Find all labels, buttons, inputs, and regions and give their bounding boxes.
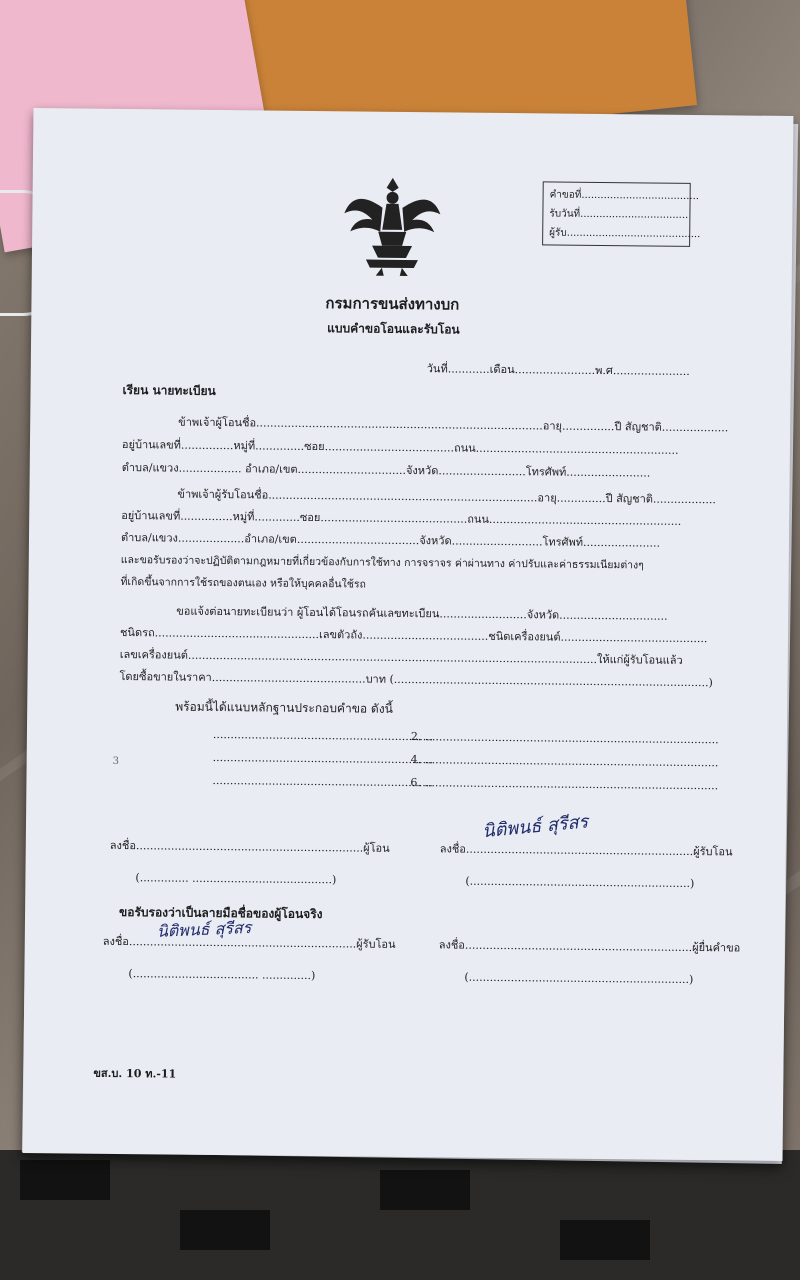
- attachment-right-1: 2. ....................................................................................: [410, 730, 719, 747]
- applicant-name-line: (...............................................................): [464, 970, 694, 987]
- transferee-line-1: ข้าพเจ้าผู้รับโอนชื่อ.............................................................................อายุ..............ปี สัญชาติ..................: [177, 487, 716, 507]
- salutation: เรียน นายทะเบียน: [122, 382, 216, 398]
- certifier-signature-line: ลงชื่อ.................................................................ผู้รับโอน: [102, 934, 396, 951]
- request-no-field: คำขอที่.....................................: [549, 189, 700, 203]
- date-line: วันที่............เดือน.......................พ.ศ......................: [426, 362, 690, 378]
- transfer-form-document: [23, 108, 794, 1161]
- form-title: แบบคำขอโอนและรับโอน: [327, 321, 460, 337]
- certify-text: ขอรับรองว่าเป็นลายมือชื่อของผู้โอนจริง: [119, 904, 323, 922]
- transferor-signature-line: ลงชื่อ.................................................................ผู้โอน: [109, 838, 390, 855]
- guarantee-line-1: และขอรับรองว่าจะปฏิบัติตามกฎหมายที่เกี่ยวข้องกับการใช้ทาง การจราจร ค่าผ่านทาง ค่าปรับและค่าธรรมเนียมต่างๆ: [120, 553, 644, 572]
- garuda-emblem-icon: [342, 173, 443, 278]
- transferor-line-3: ตำบล/แขวง.................. อำเภอ/เขต...............................จังหวัด.........................โทรศัพท์........................: [121, 460, 651, 480]
- transferee-name-line: (...............................................................): [465, 874, 695, 891]
- transferee-signature-line: ลงชื่อ.................................................................ผู้รับโอน: [439, 842, 733, 859]
- applicant-signature-line: ลงชื่อ.................................................................ผู้ยื่นคำขอ: [438, 938, 741, 955]
- attachment-left-3: ...............................................................: [212, 773, 433, 790]
- receiver-field: ผู้รับ..........................................: [549, 227, 701, 241]
- transferor-name-line: (.............. ........................................): [135, 871, 337, 887]
- handwritten-signature-transferee: นิติพนธ์ สุรีสร: [481, 811, 590, 843]
- guarantee-line-2: ที่เกิดขึ้นจากการใช้รถของตนเอง หรือให้บุคคลอื่นใช้รถ: [120, 575, 366, 591]
- transferor-line-2: อยู่บ้านเลขที่...............หมู่ที่..............ซอย.....................................ถนน..........................................................: [121, 437, 679, 457]
- form-code: ขส.บ. 10 ท.-11: [93, 1066, 177, 1081]
- received-date-field: รับวันที่..................................: [549, 208, 689, 221]
- vehicle-line-1: ขอแจ้งต่อนายทะเบียนว่า ผู้โอนได้โอนรถคันเลขทะเบียน.........................จังหวัด...............................: [176, 604, 668, 623]
- handwritten-signature-certifier: นิติพนธ์ สุรีสร: [156, 917, 252, 941]
- attachment-left-1: ...............................................................: [212, 727, 434, 744]
- vehicle-line-2: ชนิดรถ...............................................เลขตัวถัง....................................ชนิดเครื่องยนต์..........................................: [119, 625, 708, 646]
- floor-tiles: [0, 1150, 800, 1280]
- attachment-left-2: ...............................................................: [212, 750, 434, 767]
- department-title: กรมการขนส่งทางบก: [325, 294, 460, 314]
- transferee-line-3: ตำบล/แขวง...................อำเภอ/เขต...................................จังหวัด..........................โทรศัพท์......................: [120, 530, 661, 550]
- vehicle-line-4: โดยซื้อขายในราคา............................................บาท (..........................................................................................): [119, 669, 713, 690]
- attachments-heading: พร้อมนี้ได้แนบหลักฐานประกอบคำขอ ดังนี้: [175, 699, 393, 716]
- margin-note: 3: [112, 755, 120, 767]
- attachment-right-2: 4. ....................................................................................: [410, 753, 719, 770]
- transferor-line-1: ข้าพเจ้าผู้โอนชื่อ..................................................................................อายุ...............ปี สัญชาติ...................: [178, 415, 729, 435]
- office-use-box: [542, 181, 701, 247]
- vehicle-line-3: เลขเครื่องยนต์.....................................................................................................................ให้แก่ผู้รับโอนแล้ว: [119, 647, 683, 667]
- attachment-right-3: 6. ....................................................................................: [410, 776, 719, 793]
- certifier-name-line: (.................................... ..............): [128, 967, 316, 983]
- transferee-line-2: อยู่บ้านเลขที่...............หมู่ที่.............ซอย..........................................ถนน.......................................................: [121, 508, 682, 528]
